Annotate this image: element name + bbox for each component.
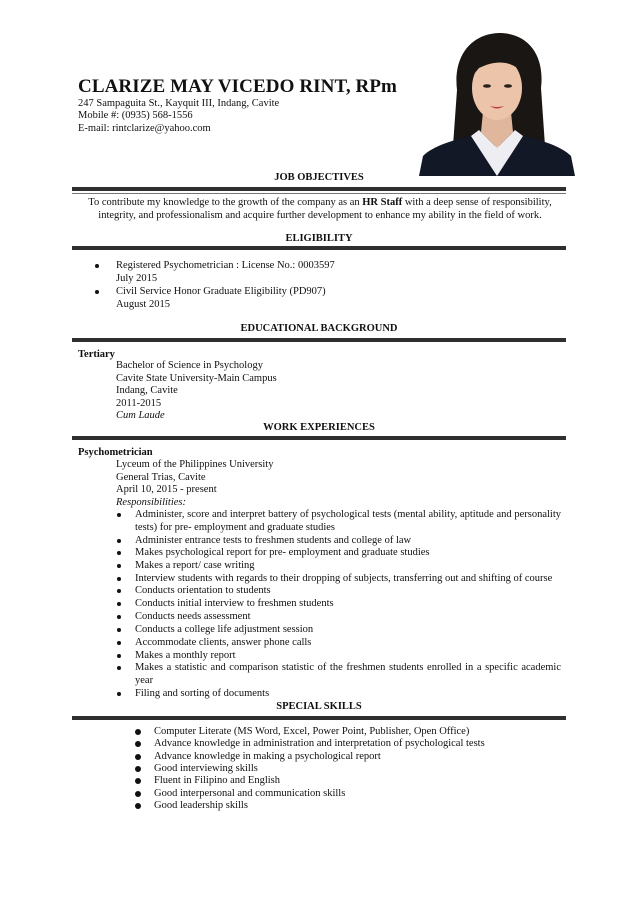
bullet-icon bbox=[135, 741, 141, 747]
bullet-icon bbox=[117, 615, 121, 619]
eligibility-date: July 2015 bbox=[116, 273, 158, 284]
bullet-icon bbox=[135, 803, 141, 809]
bullet-icon bbox=[135, 791, 141, 797]
bullet-icon bbox=[135, 729, 141, 735]
education-level: Tertiary bbox=[78, 349, 115, 360]
eligibility-date: August 2015 bbox=[116, 299, 170, 310]
bullet-icon bbox=[117, 564, 121, 568]
bullet-icon bbox=[95, 290, 99, 294]
section-divider bbox=[72, 716, 566, 720]
section-title-work-experiences: WORK EXPERIENCES bbox=[263, 422, 375, 433]
education-degree: Bachelor of Science in Psychology bbox=[116, 360, 263, 371]
applicant-name: CLARIZE MAY VICEDO RINT, RPm bbox=[78, 76, 397, 97]
section-divider bbox=[72, 193, 566, 194]
objective-text: To contribute my knowledge to the growth of the company as an HR Staff with a deep sense of responsibility, integrity, and professionalism and acquire further development to enhance my ability in the field of work. bbox=[88, 197, 552, 221]
bullet-icon bbox=[117, 589, 121, 593]
bullet-icon bbox=[117, 654, 121, 658]
work-employer: Lyceum of the Philippines University bbox=[116, 459, 274, 470]
bullet-icon bbox=[117, 602, 121, 606]
section-divider bbox=[72, 187, 566, 191]
bullet-icon bbox=[117, 641, 121, 645]
work-dates: April 10, 2015 - present bbox=[116, 484, 217, 495]
bullet-icon bbox=[117, 513, 121, 517]
section-divider bbox=[72, 246, 566, 250]
education-years: 2011-2015 bbox=[116, 398, 162, 409]
email: E-mail: rintclarize@yahoo.com bbox=[78, 123, 211, 134]
work-location: General Trias, Cavite bbox=[116, 472, 206, 483]
education-location: Indang, Cavite bbox=[116, 385, 178, 396]
section-title-eligibility: ELIGIBILITY bbox=[285, 233, 353, 244]
responsibilities-label: Responsibilities: bbox=[116, 497, 186, 508]
education-school: Cavite State University-Main Campus bbox=[116, 373, 277, 384]
section-divider bbox=[72, 436, 566, 440]
bullet-icon bbox=[117, 551, 121, 555]
bullet-icon bbox=[117, 577, 121, 581]
bullet-icon bbox=[117, 539, 121, 543]
address: 247 Sampaguita St., Kayquit III, Indang, Cavite bbox=[78, 98, 280, 109]
section-title-special-skills: SPECIAL SKILLS bbox=[276, 701, 362, 712]
bullet-icon bbox=[95, 264, 99, 268]
work-position: Psychometrician bbox=[78, 447, 153, 458]
bullet-icon bbox=[117, 628, 121, 632]
bullet-icon bbox=[117, 666, 121, 670]
bullet-icon bbox=[135, 766, 141, 772]
education-honor: Cum Laude bbox=[116, 410, 165, 421]
section-divider bbox=[72, 338, 566, 342]
bullet-icon bbox=[135, 754, 141, 760]
section-title-job-objectives: JOB OBJECTIVES bbox=[274, 172, 364, 183]
bullet-icon bbox=[117, 692, 121, 696]
applicant-photo bbox=[419, 28, 575, 176]
bullet-icon bbox=[135, 778, 141, 784]
mobile-number: Mobile #: (0935) 568-1556 bbox=[78, 110, 193, 121]
section-title-education: EDUCATIONAL BACKGROUND bbox=[240, 323, 398, 334]
